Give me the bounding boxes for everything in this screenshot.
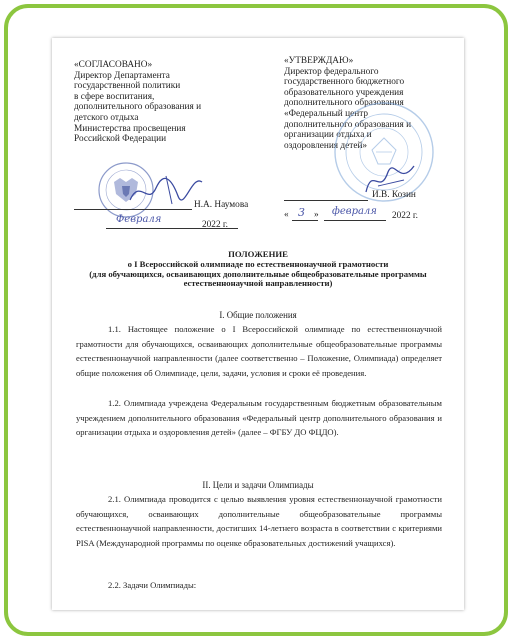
date-day-right: 3 [298,206,305,219]
right-line: организации отдыха и [284,130,372,141]
title-line: ПОЛОЖЕНИЕ [228,249,288,259]
right-line: оздоровления детей» [284,140,368,151]
left-line: детского отдыха [74,112,139,123]
signer-right: И.В. Козин [372,190,416,200]
left-line: государственной политики [74,81,181,92]
date-month-right: февраля [332,206,377,217]
right-line: «Федеральный центр [284,108,369,119]
date-day-line [292,220,318,221]
left-line: «СОГЛАСОВАНО» [74,60,153,70]
right-line: образовательного учреждения [284,87,404,98]
approval-left-block [74,60,254,145]
section-heading-1: I. Общие положения [219,310,297,320]
signature-line-right [284,200,368,201]
paragraph-2-1: 2.1. Олимпиада проводится с целью выявления уровня естественнонаучной грамотности обучающихся, осваивающих дополнительные общеобразовательные программы естественнонаучной направленности, достигших 14-летнего возраста в соответствии с критериями PISA (Международной программы по оценке образовательных достижений учащихся). [76,494,442,548]
left-line: Министерства просвещения [74,123,186,134]
left-line: дополнительного образования и [74,102,202,113]
date-suffix-left: 2022 г. [202,220,229,230]
signature-line-left [74,209,192,210]
section-heading-2: II. Цели и задачи Олимпиады [202,480,314,490]
right-line: дополнительного образования и [284,119,412,130]
date-close-quote: » [314,210,319,220]
left-line: Директор Департамента [74,70,170,81]
left-line: в сфере воспитания, [74,91,155,102]
paragraph-2-2: 2.2. Задачи Олимпиады: [108,580,197,590]
document-page [52,38,464,610]
document-title [52,250,464,289]
date-suffix-right: 2022 г. [392,211,419,221]
date-month-line [324,220,386,221]
title-line: о I Всероссийской олимпиаде по естественнонаучной грамотности [127,258,389,269]
title-line: (для обучающихся, осваивающих дополнительные общеобразовательные программы [89,268,427,279]
title-line: естественнонаучной направленности) [183,278,333,289]
right-line: «УТВЕРЖДАЮ» [284,56,354,66]
date-month-left: Февраля [116,214,162,225]
paragraph-1-2: 1.2. Олимпиада учреждена Федеральным государственным бюджетным образовательным учреждением дополнительного образования «Федеральный центр дополнительного образования и организации отдыха и оздоровления детей» (далее – ФГБУ ДО ФЦДО). [76,398,442,438]
left-line: Российской Федерации [74,134,167,145]
right-line: дополнительного образования [284,98,404,109]
signer-left: Н.А. Наумова [194,200,249,210]
right-line: государственного бюджетного [284,77,405,88]
right-line: Директор федерального [284,66,379,77]
date-open-quote: « [284,210,289,220]
paragraph-1-1: 1.1. Настоящее положение о I Всероссийской олимпиаде по естественнонаучной грамотности для обучающихся, осваивающих дополнительные общеобразовательные программы естественнонаучной направленности (далее соответственно – Положение, Олимпиада) определяет общие положения об Олимпиаде, цели, задачи, условия и сроки её проведения. [76,324,442,378]
